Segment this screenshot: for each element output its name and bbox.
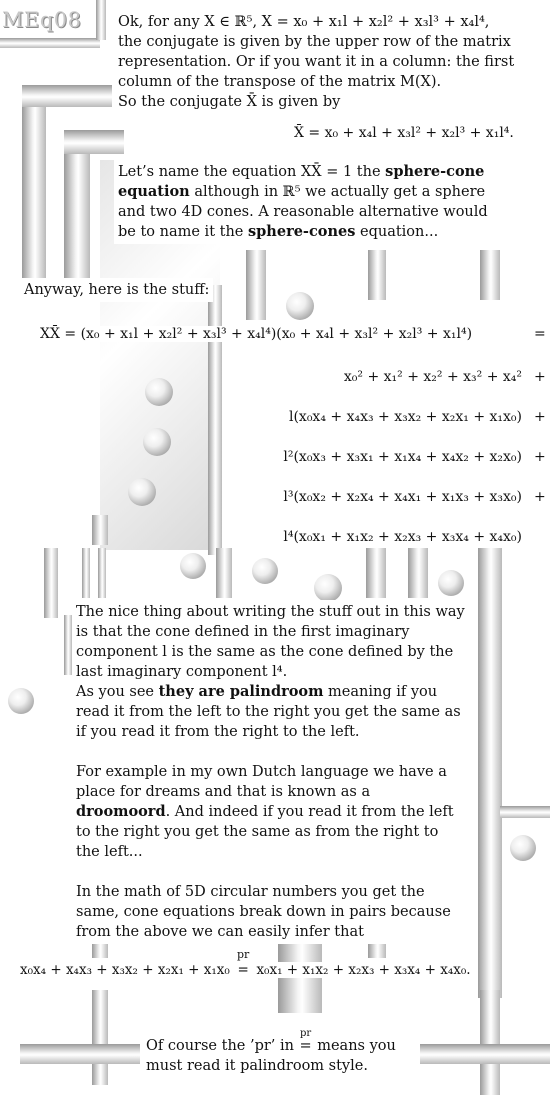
- intro-line-5: So the conjugate X̄ is given by: [118, 94, 341, 110]
- product-row-2: l(x₀x₄ + x₄x₃ + x₃x₂ + x₂x₁ + x₁x₀): [288, 409, 522, 425]
- droomoord-term: droomoord: [76, 803, 166, 820]
- product-row-4: l³(x₀x₂ + x₂x₄ + x₄x₁ + x₁x₃ + x₃x₀): [283, 489, 522, 505]
- pr-label: pr: [236, 948, 250, 961]
- intro-paragraph: [114, 10, 550, 114]
- palindroom-paragraph: [72, 600, 470, 944]
- droomoord-text-a: For example in my own Dutch language we have a place for dreams and that is known as a: [76, 764, 447, 800]
- sphere-text-a: Let’s name the equation XX̄ = 1 the: [118, 164, 386, 180]
- intro-line-3: representation. Or if you want it in a column: the first: [118, 54, 515, 70]
- stuff-label: Anyway, here is the stuff:: [20, 278, 213, 302]
- palindroom-text-c: meaning if you read it from the left to the right you get the same as if you read it from the right to the left.: [76, 684, 461, 740]
- logo: MEq08: [2, 8, 82, 32]
- plus-sign: +: [534, 449, 546, 465]
- pr-eq-right: x₀x₁ + x₁x₂ + x₂x₃ + x₃x₄ + x₄x₀.: [256, 962, 471, 978]
- sphere-text-c: although in ℝ⁵ we actually get a sphere and two 4D cones. A reasonable alternative would be to name it the: [118, 184, 488, 240]
- sphere-cones-term: sphere-cones: [248, 223, 356, 240]
- palindroom-sentence: [76, 682, 466, 742]
- product-equals: =: [534, 326, 546, 342]
- product-row-5: l⁴(x₀x₁ + x₁x₂ + x₂x₃ + x₃x₄ + x₄x₀): [283, 529, 522, 545]
- footer-note: Of course the ’pr’ in pr = means you must read it palindroom style.: [142, 1034, 418, 1078]
- sphere-cone-term: sphere-cone equation: [118, 163, 485, 200]
- sphere-text-e: equation...: [355, 224, 439, 240]
- droomoord-paragraph: [76, 762, 466, 862]
- intro-line-4: column of the transpose of the matrix M(X).: [118, 74, 442, 90]
- palindroom-term: they are palindroom: [158, 683, 324, 700]
- intro-line-1: Ok, for any X ∈ ℝ⁵, X = x₀ + x₁l + x₂l² + x₃l³ + x₄l⁴,: [118, 14, 490, 30]
- plus-sign: +: [534, 489, 546, 505]
- plus-sign: +: [534, 369, 546, 385]
- plus-sign: +: [534, 409, 546, 425]
- intro-line-2: the conjugate is given by the upper row of the matrix: [118, 34, 511, 50]
- conjugate-equation: X̄ = x₀ + x₄l + x₃l² + x₂l³ + x₁l⁴.: [294, 125, 514, 141]
- droomoord-text-c: . And indeed if you read it from the left to the right you get the same as from the right to the left...: [76, 804, 454, 860]
- footer-pr-label: pr: [300, 1028, 312, 1039]
- sphere-cone-paragraph: [114, 160, 500, 244]
- product-row-1: x₀² + x₁² + x₂² + x₃² + x₄²: [343, 369, 522, 385]
- palindroom-text-a: As you see: [76, 684, 159, 700]
- footer-text-b: means you must read it palindroom style.: [146, 1038, 396, 1074]
- palindroom-equation: x₀x₄ + x₄x₃ + x₃x₂ + x₂x₁ + x₁x₀ pr = x₀x₁ + x₁x₂ + x₂x₃ + x₃x₄ + x₄x₀.: [20, 948, 471, 978]
- pr-eq-left: x₀x₄ + x₄x₃ + x₃x₂ + x₂x₁ + x₁x₀: [20, 962, 230, 978]
- cone-paragraph: The nice thing about writing the stuff out in this way is that the cone defined in the first imaginary component l is the same as the cone defined by the last imaginary component l⁴.: [76, 604, 465, 680]
- math-paragraph: In the math of 5D circular numbers you get the same, cone equations break down in pairs because from the above we can easily infer that: [76, 884, 451, 940]
- product-lhs: XX̄ = (x₀ + x₁l + x₂l² + x₃l³ + x₄l⁴)(x₀ + x₄l + x₃l² + x₂l³ + x₁l⁴): [40, 326, 473, 342]
- footer-text-a: Of course the ’pr’ in: [146, 1038, 299, 1054]
- product-row-3: l²(x₀x₃ + x₃x₁ + x₁x₄ + x₄x₂ + x₂x₀): [283, 449, 522, 465]
